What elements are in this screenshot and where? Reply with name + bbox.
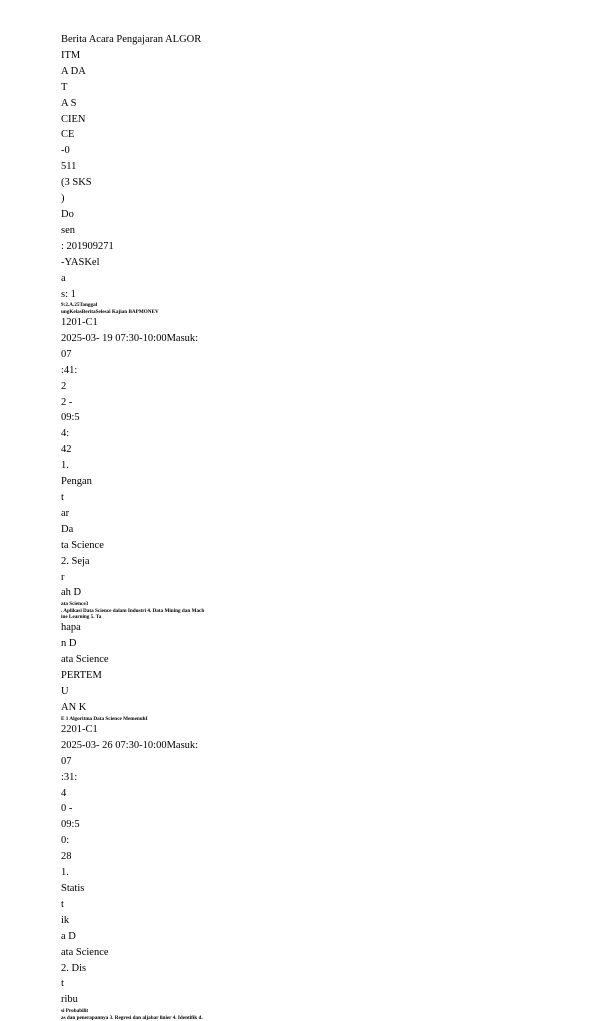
- course-header-small-text: [61, 302, 561, 315]
- document-title: Berita Acara Pengajaran ALGOR: [61, 34, 202, 45]
- text-line: A DA: [61, 65, 86, 77]
- text-line: 2025-03- 19 07:30-10:00Masuk:: [61, 332, 199, 344]
- text-line: A S: [61, 97, 77, 109]
- text-line: Pengan: [61, 476, 92, 488]
- small-text-line: si Probabilit: [61, 1008, 89, 1015]
- text-line: CE: [61, 129, 75, 141]
- text-line: ah D: [61, 587, 82, 599]
- text-line: ITM: [61, 49, 81, 61]
- text-line: ): [61, 193, 65, 205]
- session-2-small-text: [61, 1008, 561, 1021]
- text-line: 2025-03- 26 07:30-10:00Masuk:: [61, 739, 199, 751]
- document-body: [61, 32, 561, 1021]
- text-line: ata Science: [61, 654, 109, 666]
- text-line: ik: [61, 914, 70, 926]
- text-line: 2. Seja: [61, 555, 90, 567]
- course-header: [61, 48, 561, 303]
- text-line: U: [61, 685, 69, 697]
- text-line: a: [61, 272, 66, 284]
- text-line: ta Science: [61, 539, 104, 551]
- text-line: :41:: [61, 364, 78, 376]
- text-line: 1.: [61, 867, 69, 879]
- text-line: t: [61, 898, 64, 910]
- text-line: t: [61, 978, 64, 990]
- text-line: 511: [61, 161, 77, 173]
- text-line: -YASKel: [61, 256, 100, 268]
- text-line: s: 1: [61, 288, 76, 300]
- text-line: (3 SKS: [61, 177, 92, 189]
- text-line: r: [61, 571, 65, 583]
- text-line: 2: [61, 380, 67, 392]
- text-line: Statis: [61, 883, 85, 894]
- text-line: 2. Dis: [61, 962, 87, 974]
- text-line: ribu: [61, 994, 78, 1006]
- text-line: hapa: [61, 622, 81, 634]
- text-line: 07: [61, 348, 72, 360]
- session-2-record: [61, 722, 561, 1008]
- text-line: 1201-C1: [61, 317, 98, 328]
- text-line: sen: [61, 224, 75, 236]
- text-line: 2201-C1: [61, 723, 98, 735]
- text-line: 4: [61, 787, 67, 799]
- text-line: 1.: [61, 460, 69, 472]
- text-line: : 201909271: [61, 240, 114, 252]
- text-line: 0 -: [61, 803, 73, 815]
- small-text-line: ine Learning 5. Ta: [61, 613, 102, 620]
- text-line: 4:: [61, 428, 70, 440]
- text-line: 09:5: [61, 412, 80, 424]
- text-line: t: [61, 491, 64, 503]
- session-2-small-header: E 1 Algoritma Data Science MemenuhI: [61, 715, 148, 722]
- text-line: T: [61, 81, 68, 93]
- text-line: :31:: [61, 771, 78, 783]
- text-line: PERTEM: [61, 669, 102, 681]
- small-text-line: ungKelasBeritaSelesai Kajian BAPMONEV: [61, 308, 159, 315]
- text-line: CIEN: [61, 113, 86, 125]
- small-text-line: as dan penerapannya 3. Regresi dan aljabar linier 4. Identifik d.: [61, 1014, 203, 1021]
- small-text-line: ata Science3: [61, 601, 89, 608]
- text-line: ata Science: [61, 946, 109, 958]
- text-line: 0:: [61, 835, 70, 847]
- session-1-tail: [61, 620, 561, 715]
- small-text-line: 9:2.A.25Tanggal: [61, 302, 98, 309]
- session-1-record: [61, 315, 561, 601]
- text-line: n D: [61, 638, 77, 650]
- text-line: a D: [61, 930, 76, 942]
- text-line: AN K: [61, 701, 87, 713]
- text-line: 42: [61, 444, 72, 456]
- text-line: 2 -: [61, 396, 73, 408]
- text-line: 09:5: [61, 819, 80, 831]
- text-line: -0: [61, 145, 70, 157]
- small-text-line: . Aplikasi Data Science dalam Industri 4. Data Mining dan Mach: [61, 607, 205, 614]
- text-line: 07: [61, 755, 72, 767]
- session-1-small-text: [61, 601, 561, 620]
- text-line: Da: [61, 523, 74, 535]
- text-line: ar: [61, 507, 70, 519]
- text-line: 28: [61, 851, 72, 863]
- text-line: Do: [61, 208, 74, 220]
